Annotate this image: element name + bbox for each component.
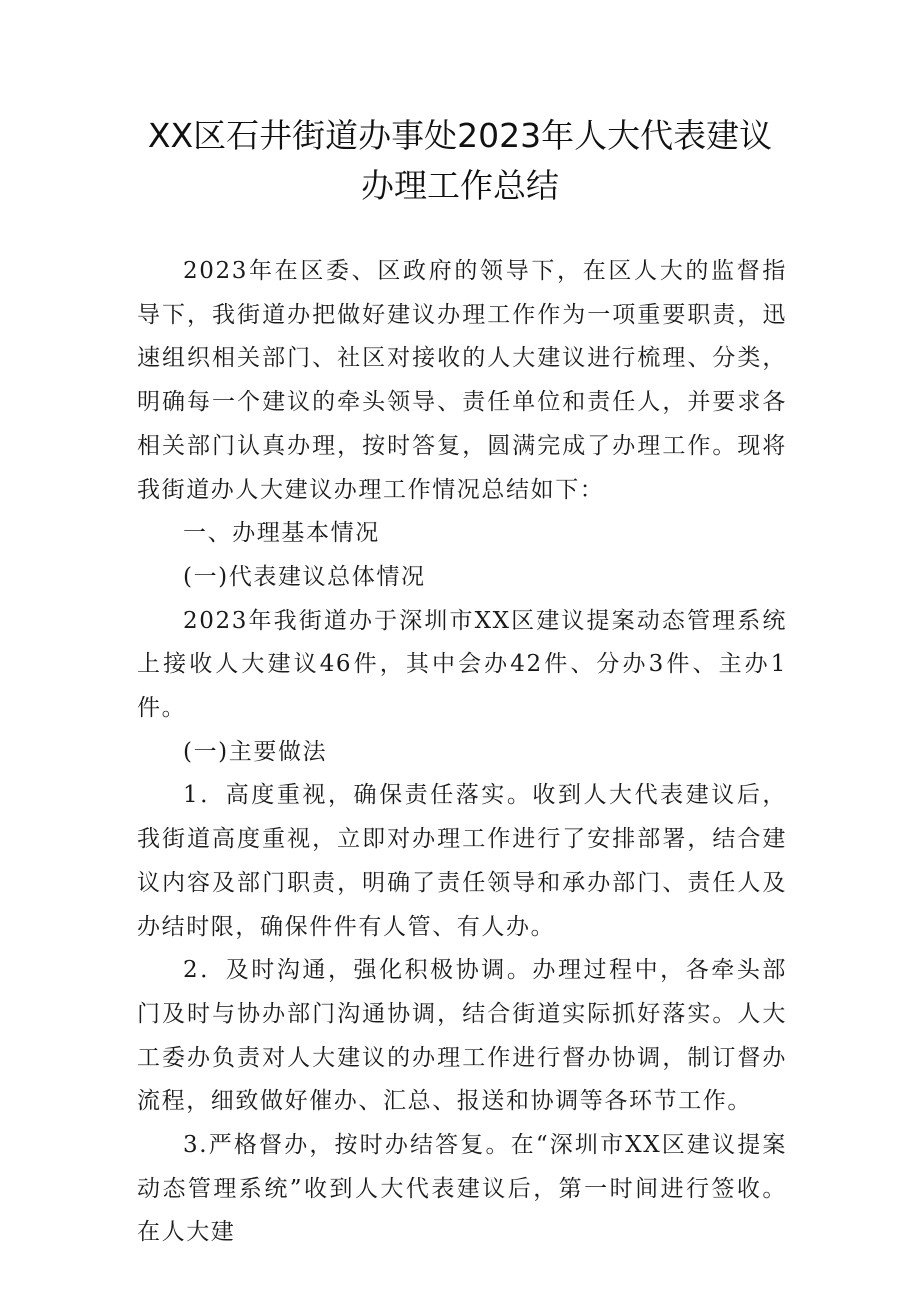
method-paragraph-2: 2．及时沟通，强化积极协调。办理过程中，各牵头部门及时与协办部门沟通协调，结合街道实际抓好落实。人大工委办负责对人大建议的办理工作进行督办协调，制订督办流程，细致做好催办、汇总、报送和协调等各环节工作。 bbox=[137, 957, 787, 1115]
document-title-line-2: 办理工作总结 bbox=[361, 166, 559, 205]
method-paragraph-1: 1．高度重视，确保责任落实。收到人大代表建议后，我街道高度重视，立即对办理工作进行了安排部署，结合建议内容及部门职责，明确了责任领导和承办部门、责任人及办结时限，确保件件有人管、有人办。 bbox=[137, 782, 787, 940]
method-paragraph-3: 3.严格督办，按时办结答复。在“深圳市XX区建议提案动态管理系统”收到人大代表建议后，第一时间进行签收。在人大建 bbox=[137, 1132, 787, 1246]
subsection-heading-methods: (一)主要做法 bbox=[183, 738, 328, 765]
subsection-heading-overall: (一)代表建议总体情况 bbox=[183, 563, 426, 590]
section-heading-1: 一、办理基本情况 bbox=[183, 520, 380, 547]
overall-paragraph: 2023年我街道办于深圳市XX区建议提案动态管理系统上接收人大建议46件，其中会办42件、分办3件、主办1件。 bbox=[137, 607, 787, 722]
document-body bbox=[137, 250, 787, 1255]
document-title-line-1: XX区石井街道办事处2023年人大代表建议 bbox=[147, 116, 773, 155]
intro-paragraph: 2023年在区委、区政府的领导下，在区人大的监督指导下，我街道办把做好建议办理工作作为一项重要职责，迅速组织相关部门、社区对接收的人大建议进行梳理、分类，明确每一个建议的牵头领导、责任单位和责任人，并要求各相关部门认真办理，按时答复，圆满完成了办理工作。现将我街道办人大建议办理工作情况总结如下： bbox=[137, 258, 787, 503]
